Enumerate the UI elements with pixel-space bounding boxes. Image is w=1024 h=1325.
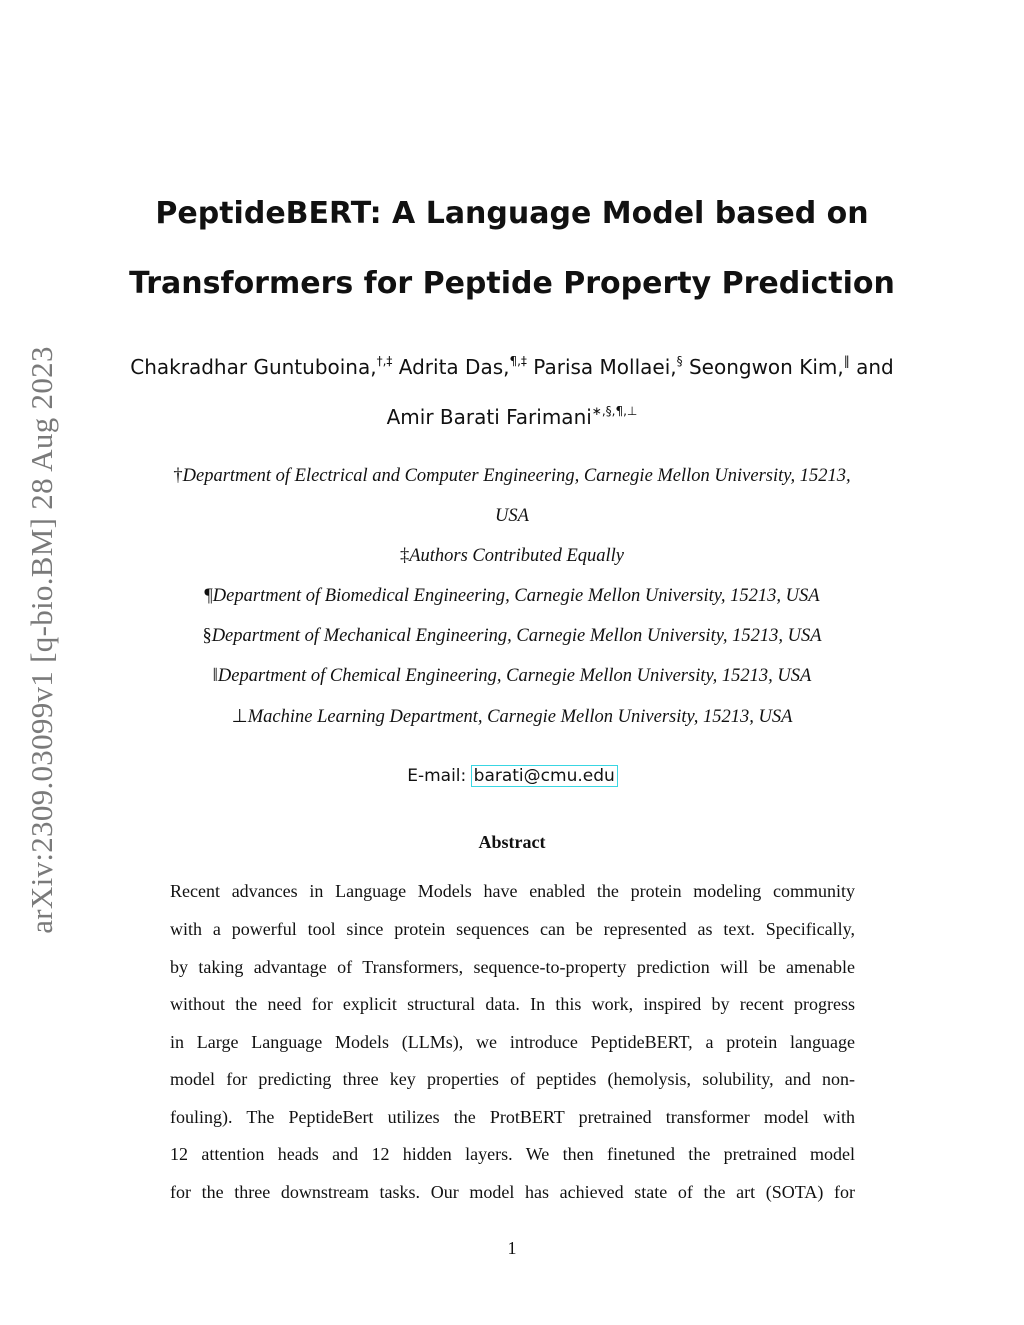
author-affil-marks: ‖	[843, 354, 850, 368]
affiliation-symbol: §	[202, 626, 212, 646]
author-list-line-1	[0, 354, 1024, 379]
author-conjunction: and	[856, 355, 894, 379]
affiliation-text: Department of Mechanical Engineering, Carnegie Mellon University, 15213, USA	[211, 626, 822, 646]
abstract-line: model for predicting three key properties of peptides (hemolysis, solubility, and non-	[170, 1069, 855, 1089]
abstract-line: Recent advances in Language Models have enabled the protein modeling community	[170, 881, 855, 901]
affiliation-symbol: ‖	[212, 666, 218, 686]
abstract-line: fouling). The PeptideBert utilizes the ProtBERT pretrained transformer model with	[170, 1107, 855, 1127]
abstract-heading: Abstract	[478, 832, 546, 852]
affiliation-symbol: ⊥	[231, 707, 248, 727]
affiliation-line	[0, 626, 1024, 647]
affiliation-symbol: ¶	[204, 586, 213, 606]
author-name: Parisa Mollaei,	[533, 355, 677, 379]
affiliation-text: Authors Contributed Equally	[409, 546, 625, 566]
abstract-line: in Large Language Models (LLMs), we introduce PeptideBERT, a protein language	[170, 1032, 855, 1052]
abstract-line: without the need for explicit structural data. In this work, inspired by recent progress	[170, 994, 855, 1014]
abstract-line: for the three downstream tasks. Our model has achieved state of the art (SOTA) for	[170, 1182, 855, 1202]
author-list-line-2	[0, 404, 1024, 429]
affiliation-line	[0, 586, 1024, 607]
affiliation-line	[0, 706, 1024, 728]
page-number: 1	[507, 1238, 517, 1258]
affiliation-text: Department of Electrical and Computer Engineering, Carnegie Mellon University, 15213,	[182, 466, 851, 486]
affiliation-line	[0, 466, 1024, 487]
affiliation-symbol: †	[173, 466, 183, 486]
affiliation-text: Department of Biomedical Engineering, Carnegie Mellon University, 15213, USA	[212, 586, 820, 606]
affiliation-line	[0, 506, 1024, 527]
author-name: Adrita Das,	[398, 355, 510, 379]
author-affil-marks: ∗,§,¶,⊥	[591, 404, 638, 418]
affiliation-symbol: ‡	[399, 546, 410, 566]
author-name: Chakradhar Guntuboina,	[130, 355, 377, 379]
author-name: Amir Barati Farimani	[386, 405, 592, 429]
author-affil-marks: †,‡	[376, 354, 393, 368]
author-affil-marks: §	[676, 354, 683, 368]
affiliation-line	[0, 666, 1024, 687]
affiliation-text: Department of Chemical Engineering, Carnegie Mellon University, 15213, USA	[217, 666, 812, 686]
abstract-line: with a powerful tool since protein sequences can be represented as text. Specifically,	[170, 919, 855, 939]
paper-title-line-1: PeptideBERT: A Language Model based on	[155, 196, 869, 231]
abstract-line: by taking advantage of Transformers, sequence-to-property prediction will be amenable	[170, 957, 855, 977]
arxiv-identifier: arXiv:2309.03099v1 [q-bio.BM] 28 Aug 2023	[24, 346, 59, 934]
email-label: E-mail:	[407, 766, 467, 786]
affiliation-text: Machine Learning Department, Carnegie Mellon University, 15213, USA	[247, 707, 793, 727]
email-link[interactable]: barati@cmu.edu	[473, 766, 615, 786]
author-name: Seongwon Kim,	[688, 355, 844, 379]
affiliation-text: USA	[495, 506, 529, 526]
contact-email	[0, 766, 1024, 786]
affiliation-line	[0, 546, 1024, 567]
author-affil-marks: ¶,‡	[509, 354, 527, 368]
abstract-line: 12 attention heads and 12 hidden layers. We then finetuned the pretrained model	[170, 1144, 855, 1164]
paper-title-line-2: Transformers for Peptide Property Prediction	[129, 266, 895, 301]
